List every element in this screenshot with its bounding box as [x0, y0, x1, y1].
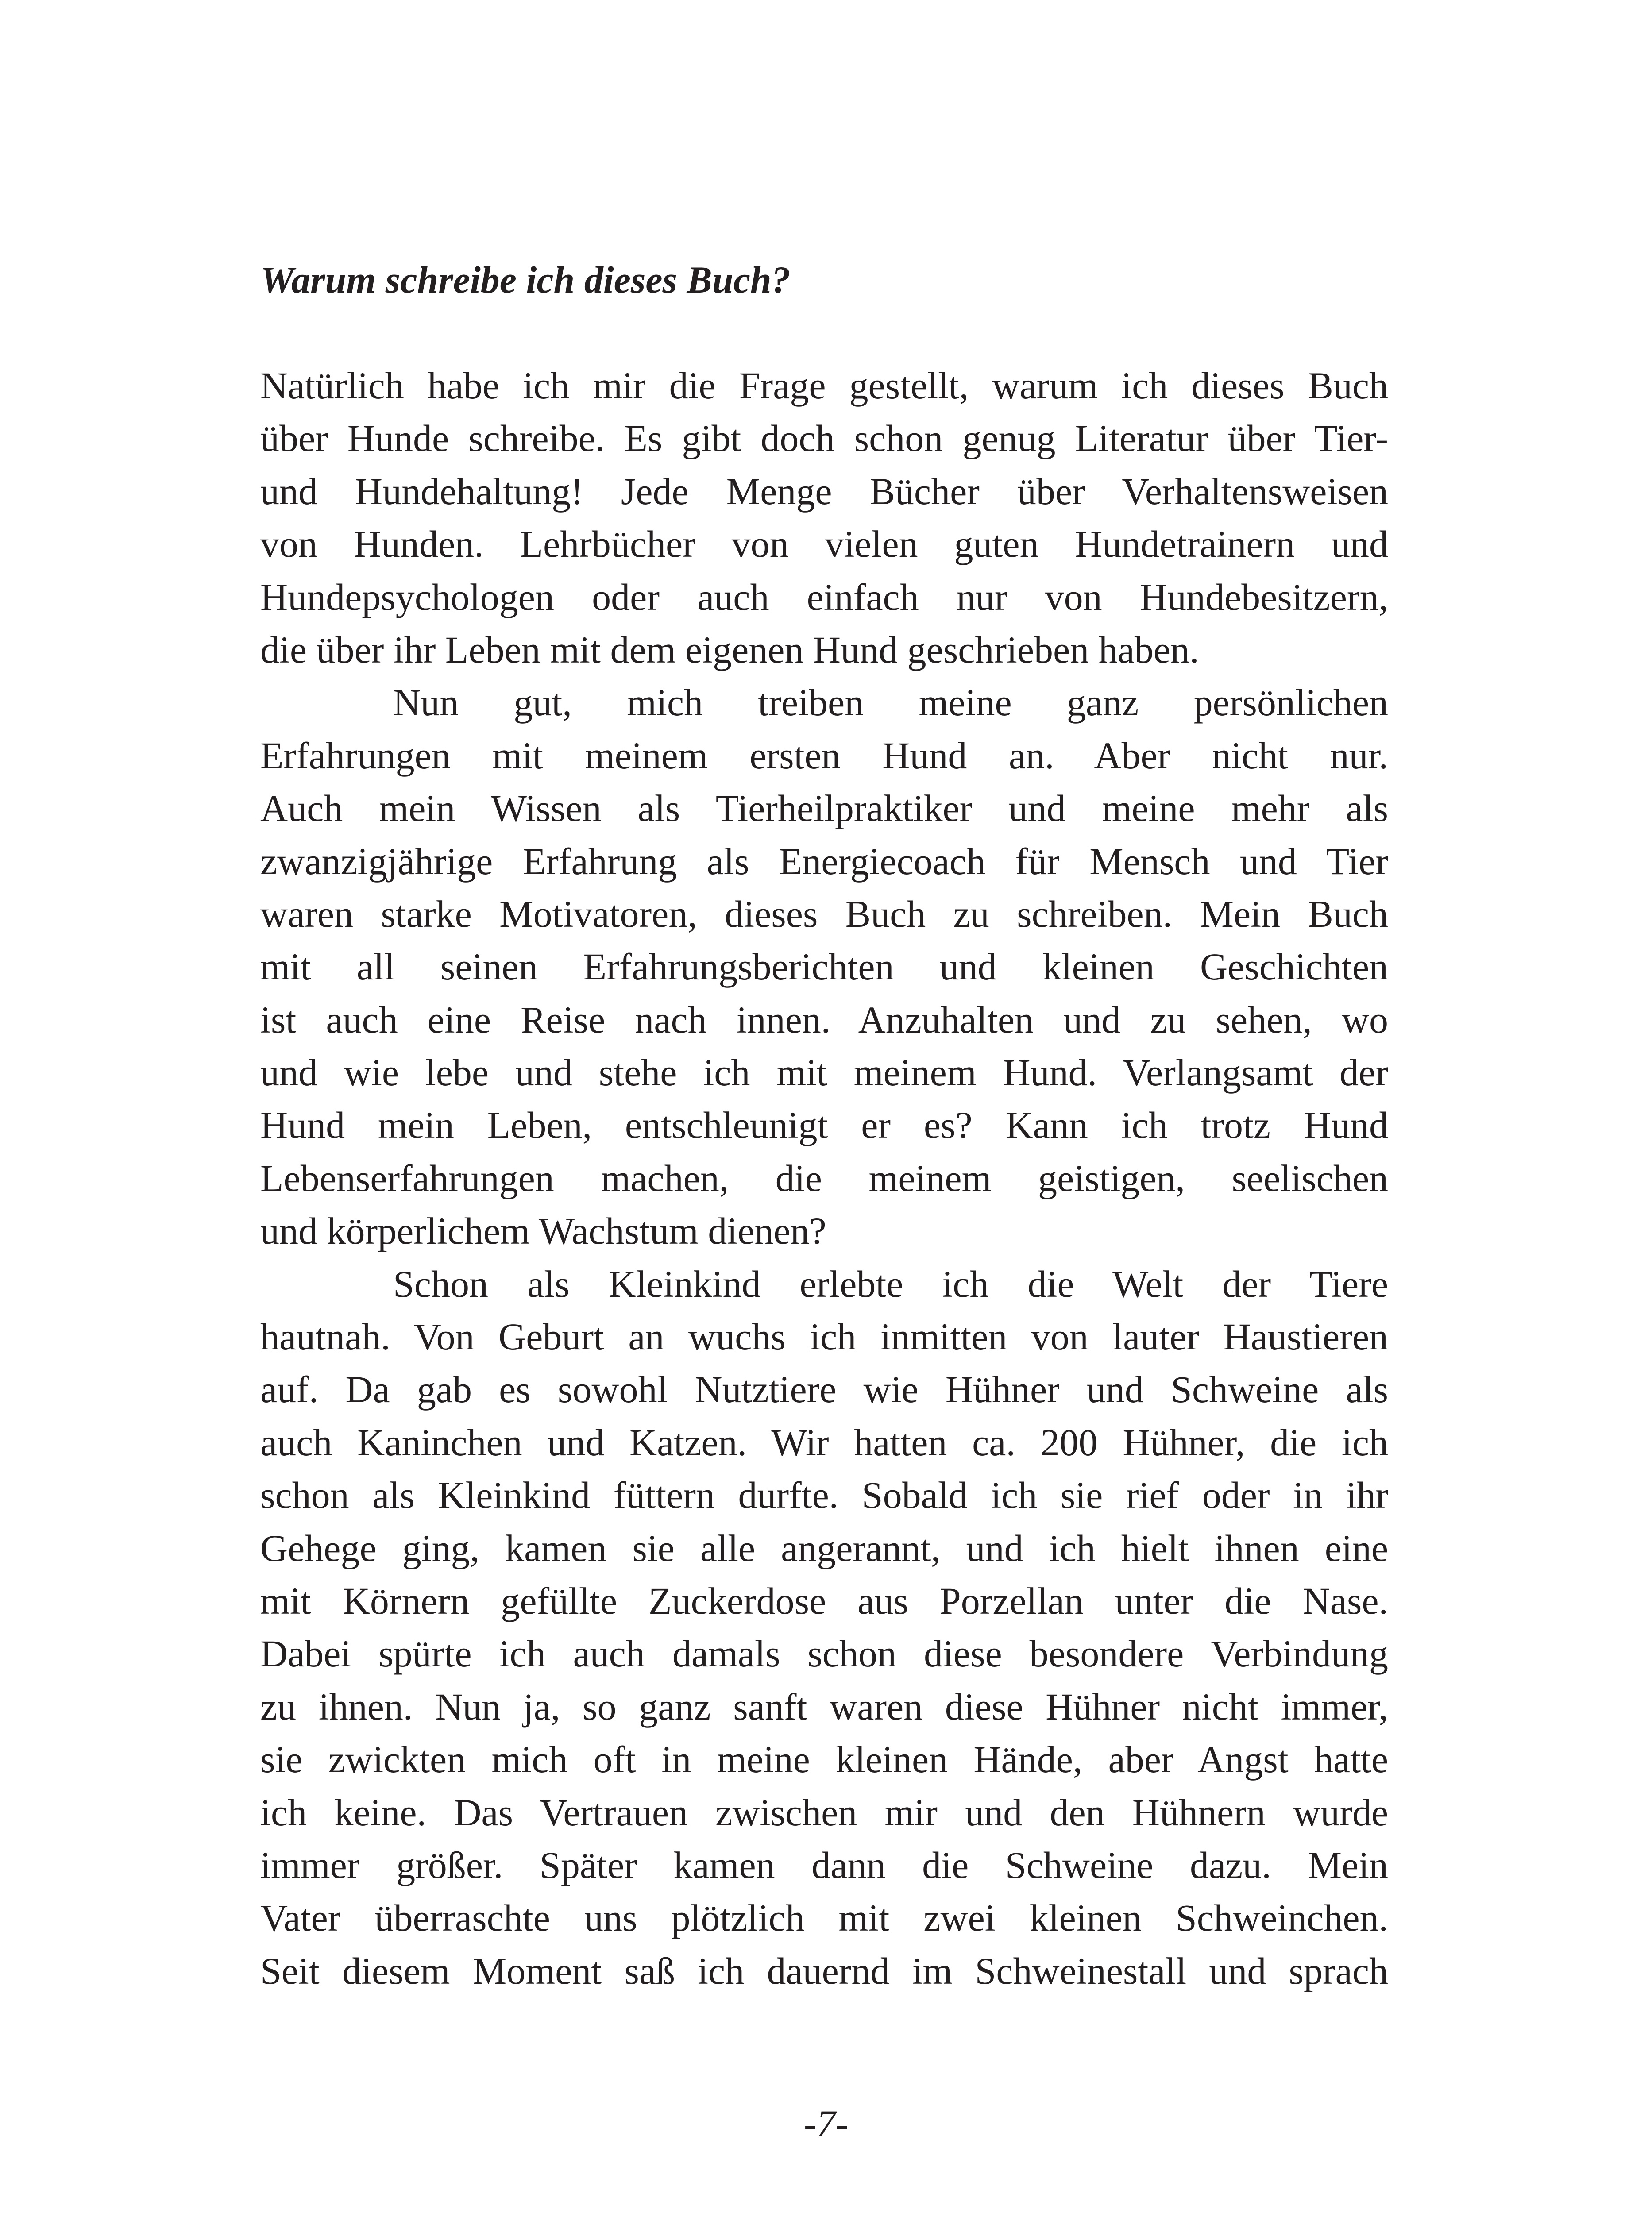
text-line: über Hunde schreibe. Es gibt doch schon genug Literatur über Tier-	[260, 417, 1388, 460]
text-line: auch Kaninchen und Katzen. Wir hatten ca. 200 Hühner, die ich	[260, 1421, 1388, 1464]
text-line: immer größer. Später kamen dann die Schweine dazu. Mein	[260, 1843, 1388, 1886]
section-heading: Warum schreibe ich dieses Buch?	[260, 258, 791, 301]
text-line: die über ihr Leben mit dem eigenen Hund geschrieben haben.	[260, 628, 1199, 671]
text-line: ich keine. Das Vertrauen zwischen mir und den Hühnern wurde	[260, 1791, 1388, 1834]
text-line: schon als Kleinkind füttern durfte. Sobald ich sie rief oder in ihr	[260, 1474, 1388, 1517]
text-line: Schon als Kleinkind erlebte ich die Welt der Tiere	[393, 1262, 1388, 1305]
text-line: zwanzigjährige Erfahrung als Energiecoach für Mensch und Tier	[260, 840, 1388, 883]
text-line: Hundepsychologen oder auch einfach nur von Hundebesitzern,	[260, 575, 1388, 618]
text-line: Natürlich habe ich mir die Frage gestellt, warum ich dieses Buch	[260, 364, 1388, 407]
text-line: mit all seinen Erfahrungsberichten und kleinen Geschichten	[260, 945, 1388, 988]
text-line: Vater überraschte uns plötzlich mit zwei kleinen Schweinchen.	[260, 1897, 1388, 1939]
text-line: und körperlichem Wachstum dienen?	[260, 1210, 826, 1253]
text-line: von Hunden. Lehrbücher von vielen guten Hundetrainern und	[260, 523, 1388, 566]
text-line: Seit diesem Moment saß ich dauernd im Schweinestall und sprach	[260, 1949, 1388, 1992]
text-line: Gehege ging, kamen sie alle angerannt, und ich hielt ihnen eine	[260, 1527, 1388, 1569]
text-line: zu ihnen. Nun ja, so ganz sanft waren diese Hühner nicht immer,	[260, 1685, 1388, 1728]
text-line: Erfahrungen mit meinem ersten Hund an. Aber nicht nur.	[260, 734, 1388, 777]
text-line: waren starke Motivatoren, dieses Buch zu schreiben. Mein Buch	[260, 892, 1388, 935]
text-line: Lebenserfahrungen machen, die meinem geistigen, seelischen	[260, 1157, 1388, 1199]
text-line: und wie lebe und stehe ich mit meinem Hund. Verlangsamt der	[260, 1051, 1388, 1094]
page-number: -7-	[803, 2102, 849, 2145]
text-line: ist auch eine Reise nach innen. Anzuhalten und zu sehen, wo	[260, 998, 1388, 1041]
text-line: Auch mein Wissen als Tierheilpraktiker und meine mehr als	[260, 787, 1388, 830]
body-text	[260, 359, 1388, 1997]
text-line: Hund mein Leben, entschleunigt er es? Kann ich trotz Hund	[260, 1104, 1388, 1147]
text-line: mit Körnern gefüllte Zuckerdose aus Porzellan unter die Nase.	[260, 1579, 1388, 1622]
text-line: und Hundehaltung! Jede Menge Bücher über Verhaltensweisen	[260, 470, 1388, 513]
text-line: Dabei spürte ich auch damals schon diese besondere Verbindung	[260, 1632, 1388, 1675]
text-line: sie zwickten mich oft in meine kleinen Hände, aber Angst hatte	[260, 1738, 1388, 1781]
text-line: Nun gut, mich treiben meine ganz persönlichen	[393, 681, 1388, 724]
text-line: hautnah. Von Geburt an wuchs ich inmitten von lauter Haustieren	[260, 1315, 1388, 1358]
text-line: auf. Da gab es sowohl Nutztiere wie Hühner und Schweine als	[260, 1368, 1388, 1411]
